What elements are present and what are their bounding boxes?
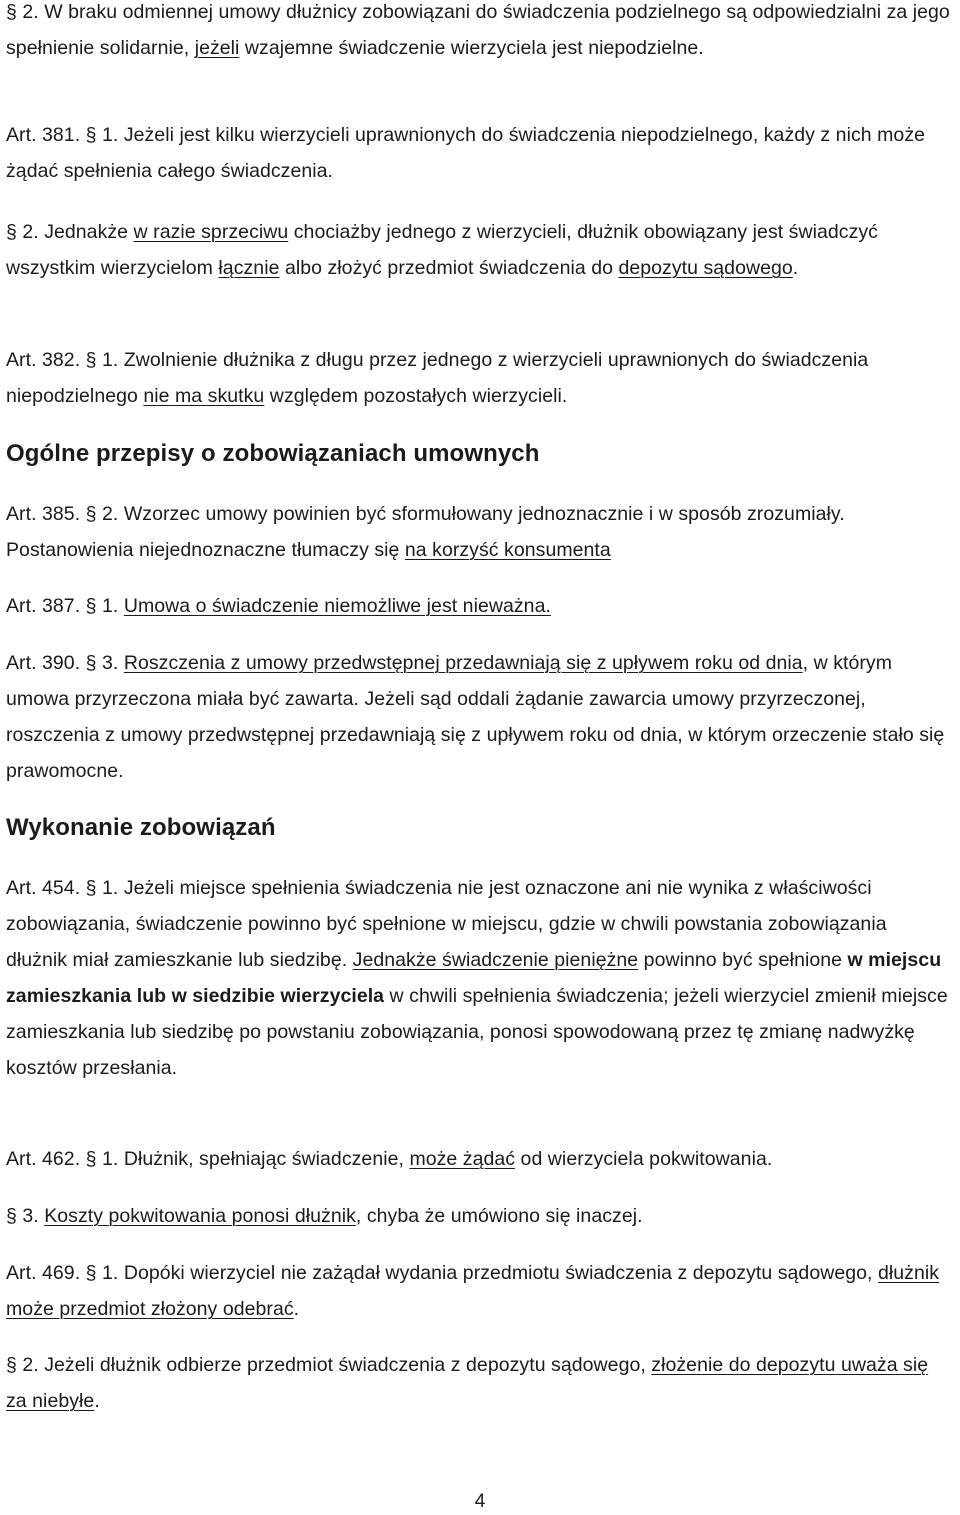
text-segment: od wierzyciela pokwitowania. [515,1148,773,1170]
text-segment: , w którym umowa przyrzeczona miała być zawarta. Jeżeli sąd oddali żądanie zawarcia umowy przyrzeczonej, roszczenia z umowy przedwstępnej przedawniają się z upływem roku od dnia, w którym orzeczenie stało się prawomocne. [6,652,945,782]
underlined-text: łącznie [218,257,280,279]
paragraph [6,342,952,414]
underlined-text: Koszty pokwitowania ponosi dłużnik [44,1205,356,1227]
text-segment: . [94,1390,100,1412]
paragraph [6,117,952,189]
underlined-text: nie ma skutku [143,385,265,407]
text-segment: . [293,1298,300,1320]
section-heading: Ogólne przepisy o zobowiązaniach umownych [6,440,540,467]
text-segment: § 3. [6,1205,45,1227]
paragraph [6,1347,952,1419]
underlined-text: jeżeli [194,37,240,59]
text-segment: Art. 390. § 3. [6,652,124,674]
page-number: 4 [474,1491,486,1512]
paragraph [6,496,952,568]
paragraph [6,1141,952,1177]
paragraph [6,0,952,66]
text-segment: Art. 454. § 1. Jeżeli miejsce spełnienia świadczenia nie jest oznaczone ani nie wynika z właściwości zobowiązania, świadczenie powinno być spełnione w miejscu, gdzie w chwili powstania zobowiązania dłużnik miał zamieszkanie lub siedzibę. [6,877,887,971]
paragraph [6,214,952,286]
bold-text: w miejscu zamieszkania lub w siedzibie wierzyciela [6,949,942,1007]
text-segment: powinno być spełnione [638,949,848,971]
underlined-text: złożenie do depozytu uważa się za niebyłe [6,1354,929,1412]
text-segment: Art. 381. § 1. Jeżeli jest kilku wierzycieli uprawnionych do świadczenia niepodzielnego, każdy z nich może żądać spełnienia całego świadczenia. [6,124,926,182]
text-segment: § 2. W braku odmiennej umowy dłużnicy zobowiązani do świadczenia podzielnego są odpowiedzialni za jego spełnienie solidarnie, [6,1,950,59]
text-segment: Art. 387. § 1. [6,595,124,617]
text-segment: w chwili spełnienia świadczenia; jeżeli wierzyciel zmienił miejsce zamieszkania lub siedzibę po powstaniu zobowiązania, ponosi spowodowaną przez tę zmianę nadwyżkę kosztów przesłania. [6,985,948,1079]
underlined-text: na korzyść konsumenta [404,539,611,561]
underlined-text: w razie sprzeciwu [133,221,289,243]
text-segment: . [792,257,799,279]
text-segment: Art. 469. § 1. Dopóki wierzyciel nie zażądał wydania przedmiotu świadczenia z depozytu sądowego, [6,1262,878,1284]
text-segment: chociażby jednego z wierzycieli, dłużnik obowiązany jest świadczyć wszystkim wierzycielom [6,221,878,279]
text-segment: albo złożyć przedmiot świadczenia do [279,257,619,279]
paragraph [6,870,952,1086]
text-segment: § 2. Jednakże [6,221,134,243]
underlined-text: Roszczenia z umowy przedwstępnej przedawniają się z upływem roku od dnia [123,652,803,674]
text-segment: § 2. Jeżeli dłużnik odbierze przedmiot świadczenia z depozytu sądowego, [6,1354,652,1376]
underlined-text: może żądać [409,1148,516,1170]
text-segment: Art. 382. § 1. Zwolnienie dłużnika z długu przez jednego z wierzycieli uprawnionych do świadczenia niepodzielnego [6,349,869,407]
underlined-text: dłużnik może przedmiot złożony odebrać [6,1262,940,1320]
text-segment: Art. 385. § 2. Wzorzec umowy powinien być sformułowany jednoznacznie i w sposób zrozumiały. Postanowienia niejednoznaczne tłumaczy się [6,503,845,561]
underlined-text: Umowa o świadczenie niemożliwe jest nieważna. [123,595,551,617]
underlined-text: Jednakże świadczenie pieniężne [352,949,639,971]
text-segment: względem pozostałych wierzycieli. [264,385,568,407]
section-heading: Wykonanie zobowiązań [6,814,276,841]
underlined-text: depozytu sądowego [618,257,793,279]
paragraph [6,645,952,789]
paragraph [6,588,952,624]
text-segment: wzajemne świadczenie wierzyciela jest niepodzielne. [239,37,704,59]
paragraph [6,1198,952,1234]
paragraph [6,1255,952,1327]
text-segment: , chyba że umówiono się inaczej. [355,1205,643,1227]
text-segment: Art. 462. § 1. Dłużnik, spełniając świadczenie, [6,1148,410,1170]
